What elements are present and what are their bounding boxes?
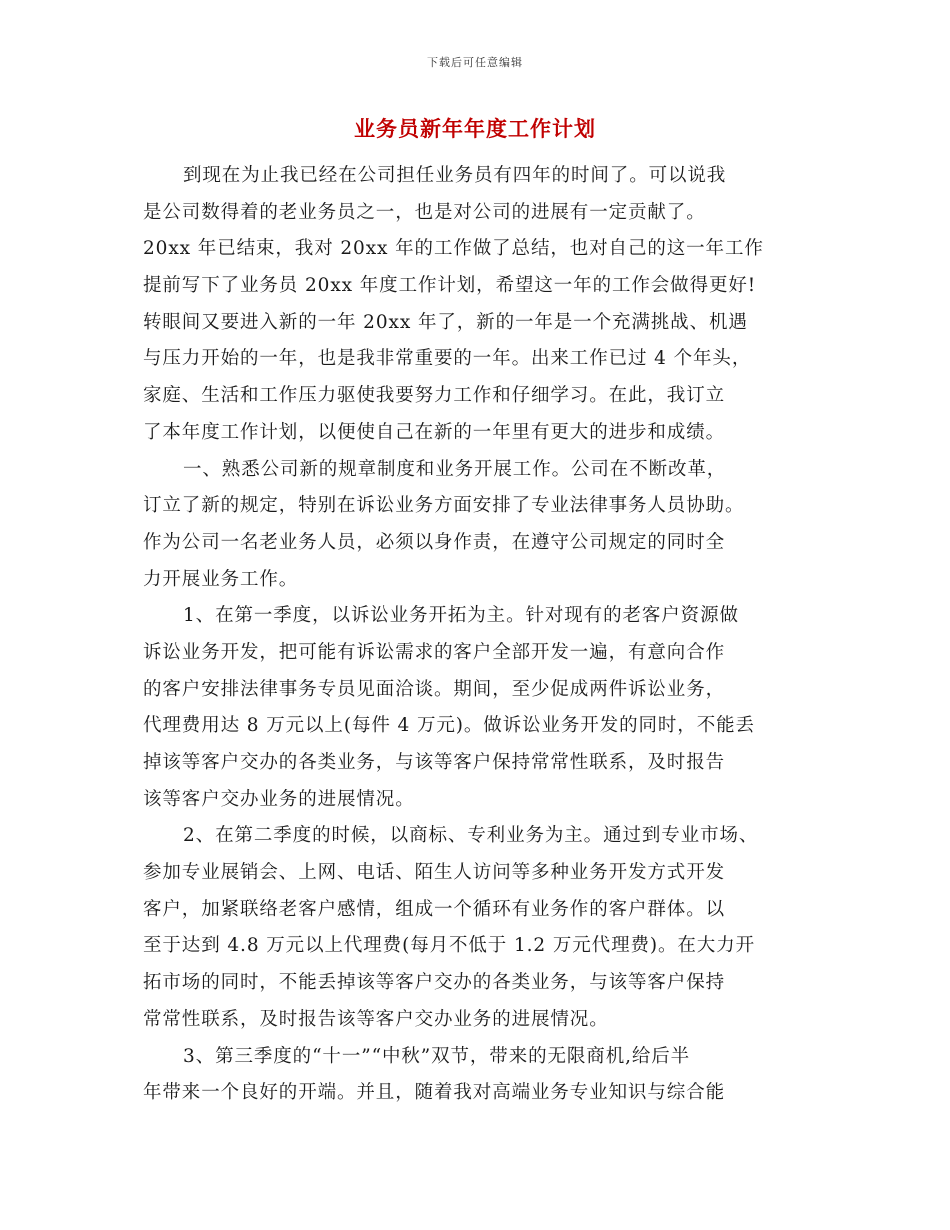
text-line: 客户，加紧联络老客户感情，组成一个循环有业务作的客户群体。以 xyxy=(143,898,726,920)
text-line: 订立了新的规定，特别在诉讼业务方面安排了专业法律事务人员协助。 xyxy=(143,495,745,517)
text-line: 常常性联系，及时报告该等客户交办业务的进展情况。 xyxy=(143,1008,609,1030)
text-line: 家庭、生活和工作压力驱使我要努力工作和仔细学习。在此，我订立 xyxy=(143,385,726,407)
text-line: 该等客户交办业务的进展情况。 xyxy=(143,788,415,810)
paragraph-q2 xyxy=(143,818,823,1038)
text-line: 力开展业务工作。 xyxy=(143,568,299,590)
document-title: 业务员新年年度工作计划 xyxy=(354,117,596,141)
paragraph-section-one xyxy=(143,452,823,599)
text-line: 是公司数得着的老业务员之一，也是对公司的进展有一定贡献了。 xyxy=(143,201,706,223)
text-line: 了本年度工作计划，以便使自己在新的一年里有更大的进步和成绩。 xyxy=(143,421,726,443)
text-line: 2、在第二季度的时候，以商标、专利业务为主。通过到专业市场、 xyxy=(183,825,759,847)
text-line: 参加专业展销会、上网、电话、陌生人访问等多种业务开发方式开发 xyxy=(143,862,726,884)
text-line: 20xx 年已结束，我对 20xx 年的工作做了总结，也对自己的这一年工作 xyxy=(143,238,764,260)
text-line: 年带来一个良好的开端。并且，随着我对高端业务专业知识与综合能 xyxy=(143,1082,726,1104)
text-line: 拓市场的同时，不能丢掉该等客户交办的各类业务，与该等客户保持 xyxy=(143,972,726,994)
text-line: 与压力开始的一年，也是我非常重要的一年。出来工作已过 4 个年头， xyxy=(143,348,752,370)
paragraph-q3 xyxy=(143,1039,823,1112)
text-line: 提前写下了业务员 20xx 年度工作计划，希望这一年的工作会做得更好! xyxy=(143,275,757,297)
text-line: 1、在第一季度，以诉讼业务开拓为主。针对现有的老客户资源做 xyxy=(183,605,739,627)
paragraph-intro xyxy=(143,158,823,452)
header-note: 下载后可任意编辑 xyxy=(427,56,523,69)
text-line: 到现在为止我已经在公司担任业务员有四年的时间了。可以说我 xyxy=(183,165,727,186)
document-body xyxy=(143,158,823,1112)
text-line: 至于达到 4.8 万元以上代理费(每月不低于 1.2 万元代理费)。在大力开 xyxy=(143,935,756,957)
text-line: 的客户安排法律事务专员见面洽谈。期间，至少促成两件诉讼业务， xyxy=(143,678,726,700)
text-line: 3、第三季度的“十一”“中秋”双节，带来的无限商机,给后半 xyxy=(183,1045,691,1067)
paragraph-q1 xyxy=(143,598,823,818)
text-line: 一、熟悉公司新的规章制度和业务开展工作。公司在不断改革， xyxy=(183,458,727,480)
text-line: 诉讼业务开发，把可能有诉讼需求的客户全部开发一遍，有意向合作 xyxy=(143,641,726,663)
text-line: 转眼间又要进入新的一年 20xx 年了，新的一年是一个充满挑战、机遇 xyxy=(143,311,748,333)
text-line: 作为公司一名老业务人员，必须以身作责，在遵守公司规定的同时全 xyxy=(143,531,726,553)
text-line: 掉该等客户交办的各类业务，与该等客户保持常常性联系，及时报告 xyxy=(143,752,726,773)
text-line: 代理费用达 8 万元以上(每件 4 万元)。做诉讼业务开发的同时，不能丢 xyxy=(143,715,755,737)
